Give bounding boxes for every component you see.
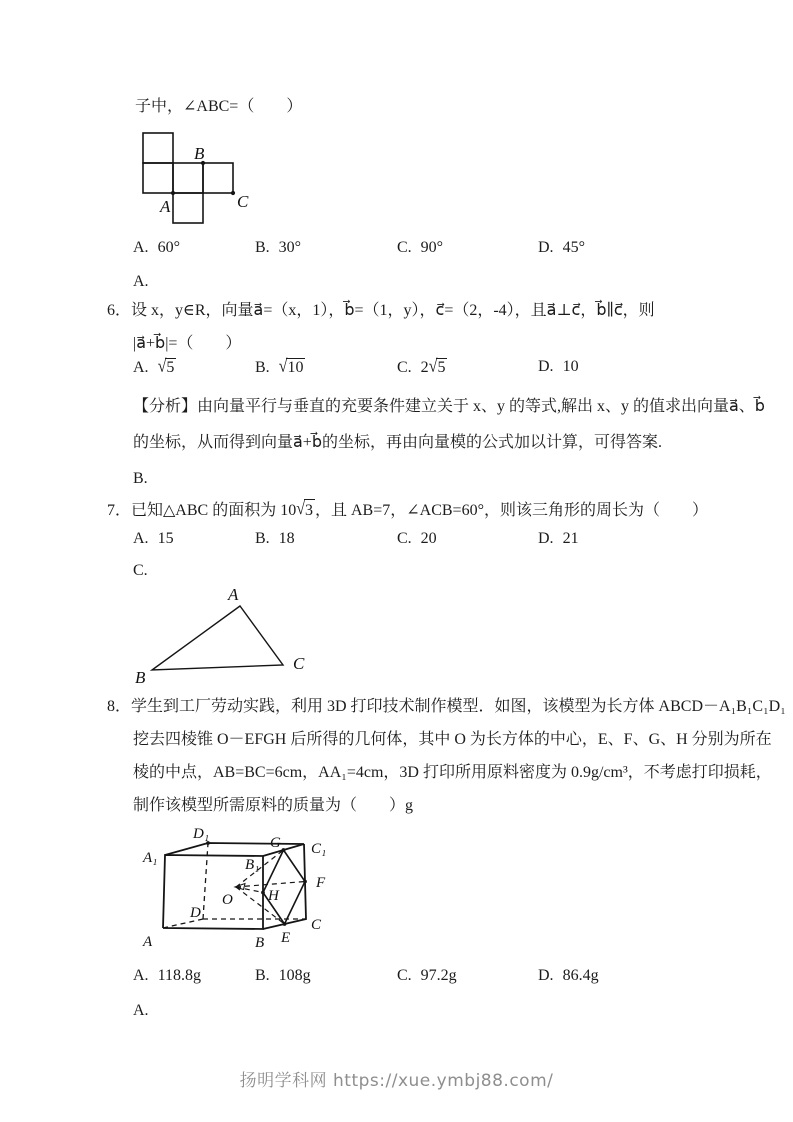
net-point-a bbox=[171, 191, 175, 195]
footer-watermark: 扬明学科网 https://xue.ymbj88.com/ bbox=[239, 1071, 554, 1091]
cuboid-label-c1: C₁ bbox=[311, 841, 327, 857]
q5-option-a: A. 60° bbox=[133, 239, 180, 256]
q6-analysis-line2: 的坐标，从而得到向量a⃗+b⃗的坐标，再由向量模的公式加以计算，可得答案. bbox=[133, 434, 662, 451]
cuboid-label-g: G bbox=[270, 835, 281, 851]
cuboid-figure bbox=[135, 818, 345, 953]
cuboid-label-b1: B₁ bbox=[245, 857, 260, 873]
q6-answer: B. bbox=[133, 470, 148, 487]
q8-option-a: A. 118.8g bbox=[133, 967, 201, 984]
q7-option-b: B. 18 bbox=[255, 530, 295, 547]
net-label-b: B bbox=[194, 144, 205, 163]
q7-option-d: D. 21 bbox=[538, 530, 579, 547]
q7-option-a: A. 15 bbox=[133, 530, 174, 547]
cuboid-label-e: E bbox=[281, 930, 291, 946]
triangle-label-c: C bbox=[293, 654, 305, 673]
cuboid-label-a1: A₁ bbox=[143, 850, 158, 866]
net-point-c bbox=[231, 191, 235, 195]
cuboid-label-a: A bbox=[143, 934, 153, 950]
q7-option-c: C. 20 bbox=[397, 530, 437, 547]
q7-answer: C. bbox=[133, 562, 148, 579]
q6-stem-line1: 6．设 x，y∈R，向量a⃗=（x，1），b⃗=（1，y），c⃗=（2，-4），且a⃗⊥c⃗，b⃗∥c⃗，则 bbox=[107, 302, 655, 319]
q8-option-c: C. 97.2g bbox=[397, 967, 457, 984]
q5-stem: 子中，∠ABC=（ ） bbox=[135, 98, 303, 115]
q5-option-c: C. 90° bbox=[397, 239, 444, 256]
cuboid-label-f: F bbox=[316, 875, 326, 891]
sqrt-5: √5 bbox=[428, 356, 446, 376]
net-label-c: C bbox=[237, 192, 249, 211]
q8-option-d: D. 86.4g bbox=[538, 967, 599, 984]
q6-option-d: D. 10 bbox=[538, 358, 579, 375]
q6-stem-line2: |a⃗+b⃗|=（ ） bbox=[133, 335, 242, 352]
q8-option-b: B. 108g bbox=[255, 967, 311, 984]
q7-options-row bbox=[0, 530, 793, 556]
triangle-label-a: A bbox=[228, 585, 239, 604]
q6-option-a: A. √5 bbox=[133, 356, 175, 376]
cuboid-label-d: D bbox=[190, 905, 201, 921]
sqrt-3: √3 bbox=[296, 499, 315, 522]
q8-stem-line3: 棱的中点，AB=BC=6cm，AA₁=4cm，3D 打印所用原料密度为 0.9g/cm³，不考虑打印损耗， bbox=[133, 764, 772, 781]
cuboid-label-b: B bbox=[255, 935, 265, 951]
q7-stem: 7．已知△ABC 的面积为 10√3 ，且 AB=7，∠ACB=60°，则该三角形的周长为（ ） bbox=[107, 499, 708, 522]
cuboid-label-d1: D₁ bbox=[193, 826, 210, 842]
q6-option-b: B. √10 bbox=[255, 356, 304, 376]
triangle-figure bbox=[125, 582, 325, 687]
net-label-a: A bbox=[160, 197, 171, 216]
q8-stem-line4: 制作该模型所需原料的质量为（ ）g bbox=[133, 797, 414, 814]
q8-answer: A. bbox=[133, 1002, 149, 1019]
q8-options-row bbox=[0, 967, 793, 993]
cuboid-label-o: O bbox=[222, 892, 233, 908]
cuboid-label-h: H bbox=[268, 888, 279, 904]
sqrt-10: √10 bbox=[278, 356, 304, 376]
q6-analysis-line1: 【分析】由向量平行与垂直的充要条件建立关于 x、y 的等式,解出 x、y 的值求出向量a⃗、b⃗ bbox=[133, 398, 765, 415]
triangle-label-b: B bbox=[135, 668, 146, 687]
q8-stem-line1: 8．学生到工厂劳动实践，利用 3D 打印技术制作模型．如图，该模型为长方体 ABCD－A₁B₁C₁D₁ bbox=[107, 698, 786, 715]
q8-stem-line2: 挖去四棱锥 O－EFGH 后所得的几何体，其中 O 为长方体的中心，E、F、G、H 分别为所在 bbox=[133, 731, 772, 748]
q5-answer: A. bbox=[133, 273, 149, 290]
q6-option-c: C. 2√5 bbox=[397, 356, 446, 376]
cube-net-figure bbox=[115, 126, 265, 231]
sqrt-5: √5 bbox=[157, 356, 175, 376]
q5-option-b: B. 30° bbox=[255, 239, 302, 256]
cuboid-label-c: C bbox=[311, 917, 322, 933]
q6-options-row bbox=[0, 358, 793, 384]
q5-option-d: D. 45° bbox=[538, 239, 585, 256]
q5-options-row bbox=[0, 239, 793, 265]
